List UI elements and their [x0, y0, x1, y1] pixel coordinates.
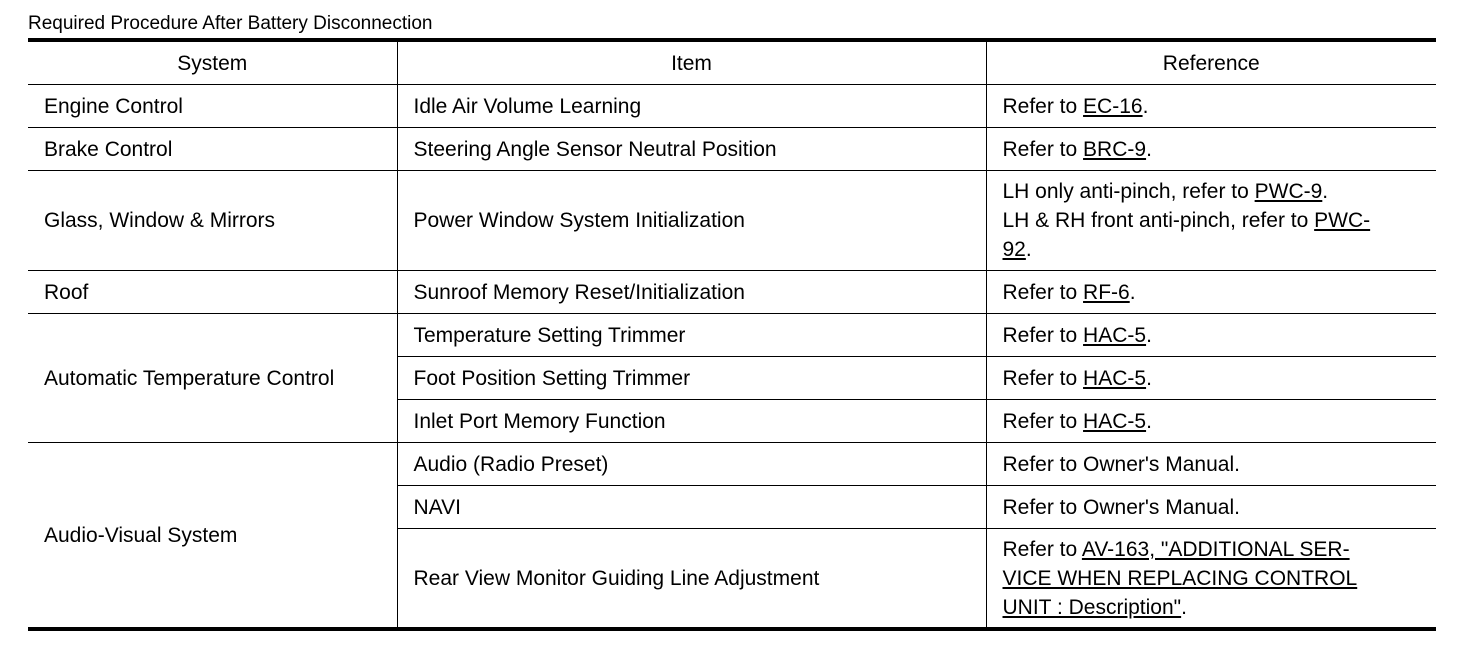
reference-cell: Refer to EC-16. [986, 85, 1436, 128]
header-row [28, 40, 1436, 85]
reference-cell: Refer to AV-163, "ADDITIONAL SER- VICE WHEN REPLACING CONTROL UNIT : Description". [986, 529, 1436, 630]
reference-link[interactable]: 92 [1002, 238, 1026, 261]
system-cell: Automatic Temperature Control [28, 314, 397, 443]
reference-cell: Refer to Owner's Manual. [986, 443, 1436, 486]
reference-link[interactable]: HAC-5 [1083, 409, 1147, 433]
procedure-table [28, 38, 1436, 631]
item-cell: Idle Air Volume Learning [397, 85, 986, 128]
item-cell: Audio (Radio Preset) [397, 443, 986, 486]
header-reference: Reference [986, 40, 1436, 85]
item-cell: Foot Position Setting Trimmer [397, 357, 986, 400]
item-cell: Temperature Setting Trimmer [397, 314, 986, 357]
system-cell: Roof [28, 271, 397, 314]
reference-link[interactable]: AV-163, "ADDITIONAL SER- [1081, 537, 1350, 561]
reference-cell: Refer to RF-6. [986, 271, 1436, 314]
reference-link[interactable]: BRC-9 [1083, 137, 1147, 161]
item-cell: NAVI [397, 486, 986, 529]
table-row [28, 171, 1436, 271]
reference-cell: Refer to HAC-5. [986, 357, 1436, 400]
item-cell: Inlet Port Memory Function [397, 400, 986, 443]
system-cell: Brake Control [28, 128, 397, 171]
table-row [28, 314, 1436, 357]
table-caption: Required Procedure After Battery Disconnection [28, 13, 433, 34]
reference-link[interactable]: VICE WHEN REPLACING CONTROL [1002, 566, 1358, 590]
reference-link[interactable]: PWC- [1314, 209, 1371, 232]
system-cell: Glass, Window & Mirrors [28, 171, 397, 271]
header-item: Item [397, 40, 986, 85]
reference-cell: Refer to HAC-5. [986, 314, 1436, 357]
reference-link[interactable]: EC-16 [1083, 94, 1143, 118]
reference-link[interactable]: RF-6 [1083, 280, 1130, 304]
item-cell: Sunroof Memory Reset/Initialization [397, 271, 986, 314]
table-row [28, 443, 1436, 486]
reference-cell: Refer to Owner's Manual. [986, 486, 1436, 529]
reference-cell: Refer to HAC-5. [986, 400, 1436, 443]
reference-link[interactable]: PWC-9 [1254, 180, 1323, 203]
reference-cell: LH only anti-pinch, refer to PWC-9. LH & RH front anti-pinch, refer to PWC- 92. [986, 171, 1436, 271]
item-cell: Steering Angle Sensor Neutral Position [397, 128, 986, 171]
table-row [28, 128, 1436, 171]
reference-link[interactable]: UNIT : Description" [1002, 595, 1182, 619]
system-cell: Audio-Visual System [28, 443, 397, 630]
table-row [28, 271, 1436, 314]
system-cell: Engine Control [28, 85, 397, 128]
table-row [28, 85, 1436, 128]
reference-cell: Refer to BRC-9. [986, 128, 1436, 171]
reference-link[interactable]: HAC-5 [1083, 366, 1147, 390]
item-cell: Power Window System Initialization [397, 171, 986, 271]
item-cell: Rear View Monitor Guiding Line Adjustment [397, 529, 986, 630]
reference-link[interactable]: HAC-5 [1083, 323, 1147, 347]
header-system: System [28, 40, 397, 85]
